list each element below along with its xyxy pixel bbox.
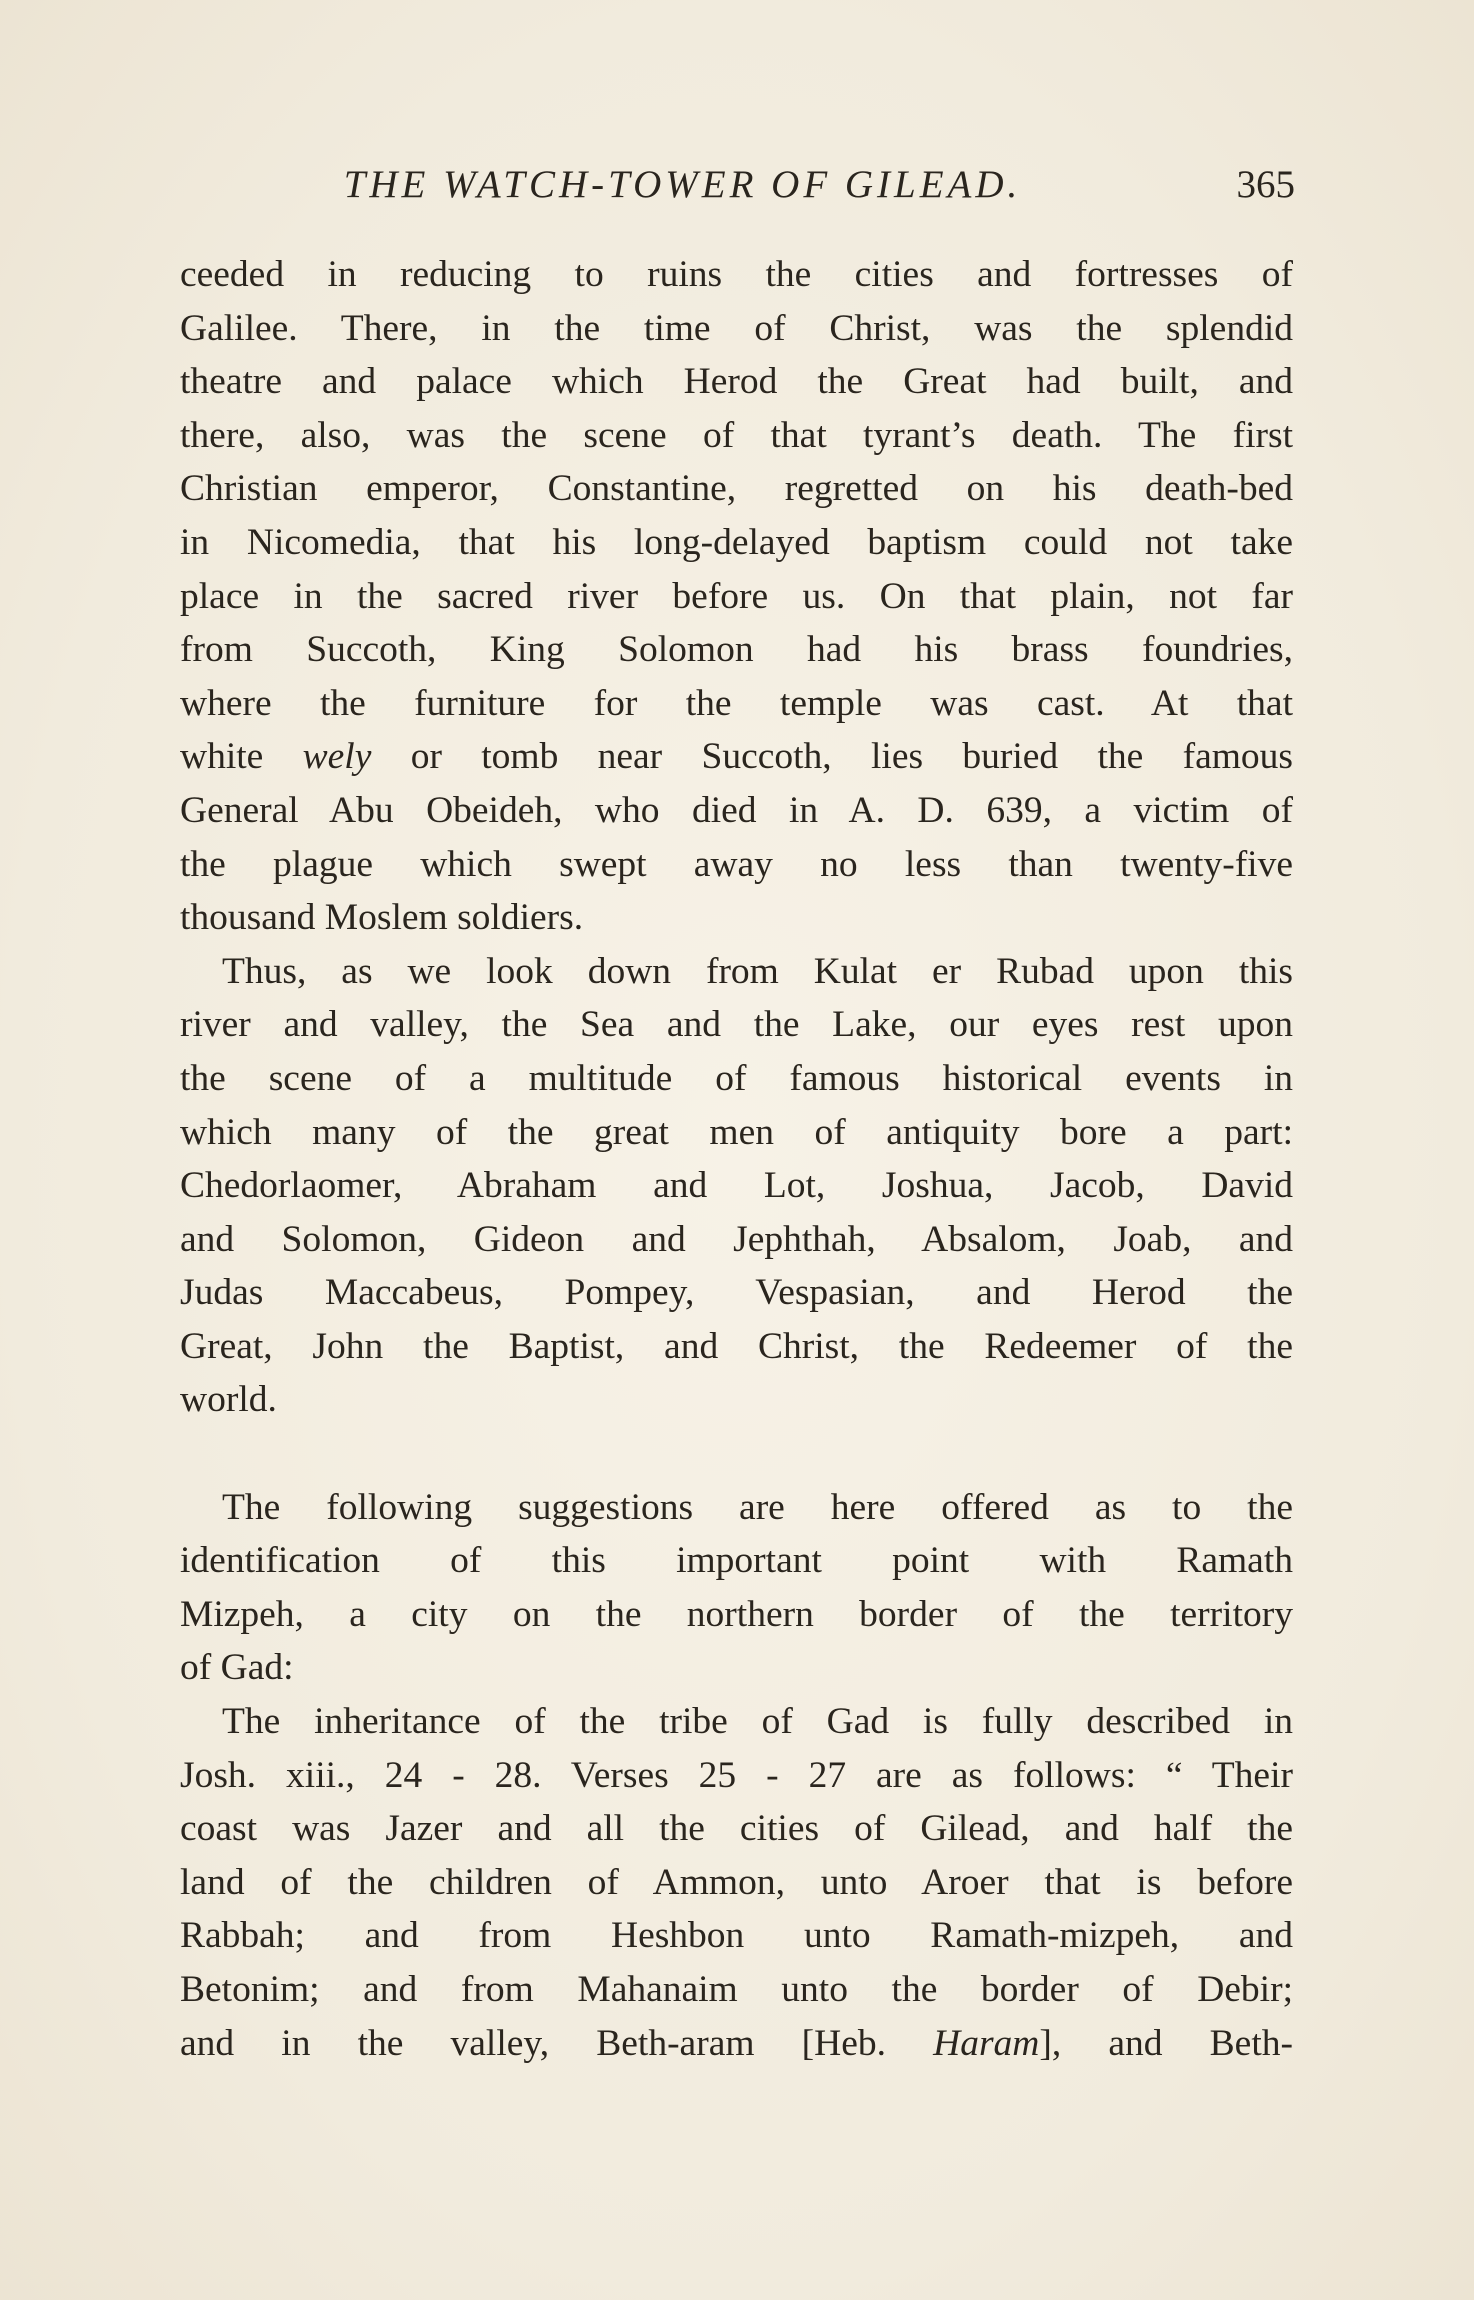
running-title: THE WATCH-TOWER OF GILEAD.	[343, 163, 1022, 206]
text-line: ceeded in reducing to ruins the cities and fortresses of	[180, 254, 1293, 295]
text-line: Christian emperor, Constantine, regretted on his death-bed	[180, 468, 1293, 510]
text-line: identification of this important point with Ramath	[180, 1540, 1293, 1582]
text-run: ], and Beth-	[1039, 2022, 1293, 2064]
text-line: there, also, was the scene of that tyrant’s death. The first	[180, 414, 1293, 456]
text-line: which many of the great men of antiquity bore a part:	[180, 1111, 1293, 1153]
text-line: The inheritance of the tribe of Gad is fully described in	[222, 1701, 1293, 1743]
text-line: Josh. xiii., 24 - 28. Verses 25 - 27 are as follows: “ Their	[180, 1754, 1293, 1796]
text-line: place in the sacred river before us. On that plain, not far	[180, 575, 1293, 617]
italic-term-haram: Haram	[933, 2022, 1040, 2064]
text-line: the plague which swept away no less than twenty-five	[180, 843, 1293, 885]
body-text	[180, 248, 1293, 2070]
text-line: theatre and palace which Herod the Great had built, and	[180, 361, 1293, 403]
italic-term-wely: wely	[302, 736, 372, 778]
text-line: thousand Moslem soldiers.	[180, 897, 584, 939]
text-line: Mizpeh, a city on the northern border of the territory	[180, 1593, 1293, 1635]
text-line: from Succoth, King Solomon had his brass foundries,	[180, 629, 1293, 671]
text-line	[180, 2017, 1293, 2071]
text-line: world.	[180, 1379, 277, 1421]
text-line	[180, 730, 1293, 784]
paragraph	[180, 1481, 1293, 1695]
text-run: or tomb near Succoth, lies buried the famous	[371, 736, 1293, 778]
text-line: The following suggestions are here offered as to the	[222, 1486, 1293, 1528]
text-run: white	[180, 736, 303, 778]
running-head	[180, 160, 1295, 210]
text-line: Chedorlaomer, Abraham and Lot, Joshua, Jacob, David	[180, 1165, 1293, 1207]
text-line: river and valley, the Sea and the Lake, our eyes rest upon	[180, 1004, 1293, 1046]
text-line: Galilee. There, in the time of Christ, was the splendid	[180, 307, 1293, 349]
text-line: coast was Jazer and all the cities of Gilead, and half the	[180, 1808, 1293, 1850]
text-line: General Abu Obeideh, who died in A. D. 639, a victim of	[180, 789, 1293, 831]
paragraph	[180, 945, 1293, 1427]
paragraph-continued	[180, 248, 1293, 945]
text-line: of Gad:	[180, 1647, 294, 1689]
paragraph	[180, 1695, 1293, 2070]
text-line: and Solomon, Gideon and Jephthah, Absalom, Joab, and	[180, 1218, 1293, 1260]
text-line: the scene of a multitude of famous historical events in	[180, 1057, 1293, 1099]
text-line: Thus, as we look down from Kulat er Rubad upon this	[222, 950, 1293, 992]
text-line: Betonim; and from Mahanaim unto the border of Debir;	[180, 1969, 1293, 2010]
page-number: 365	[1236, 163, 1295, 206]
text-line: Great, John the Baptist, and Christ, the Redeemer of the	[180, 1325, 1293, 1367]
text-line: land of the children of Ammon, unto Aroer that is before	[180, 1861, 1293, 1903]
text-line: in Nicomedia, that his long-delayed baptism could not take	[180, 521, 1293, 563]
text-line: where the furniture for the temple was cast. At that	[180, 682, 1293, 724]
text-line: Rabbah; and from Heshbon unto Ramath-mizpeh, and	[180, 1915, 1293, 1957]
text-line: Judas Maccabeus, Pompey, Vespasian, and Herod the	[180, 1272, 1293, 1314]
text-run: and in the valley, Beth-aram [Heb.	[180, 2022, 934, 2064]
